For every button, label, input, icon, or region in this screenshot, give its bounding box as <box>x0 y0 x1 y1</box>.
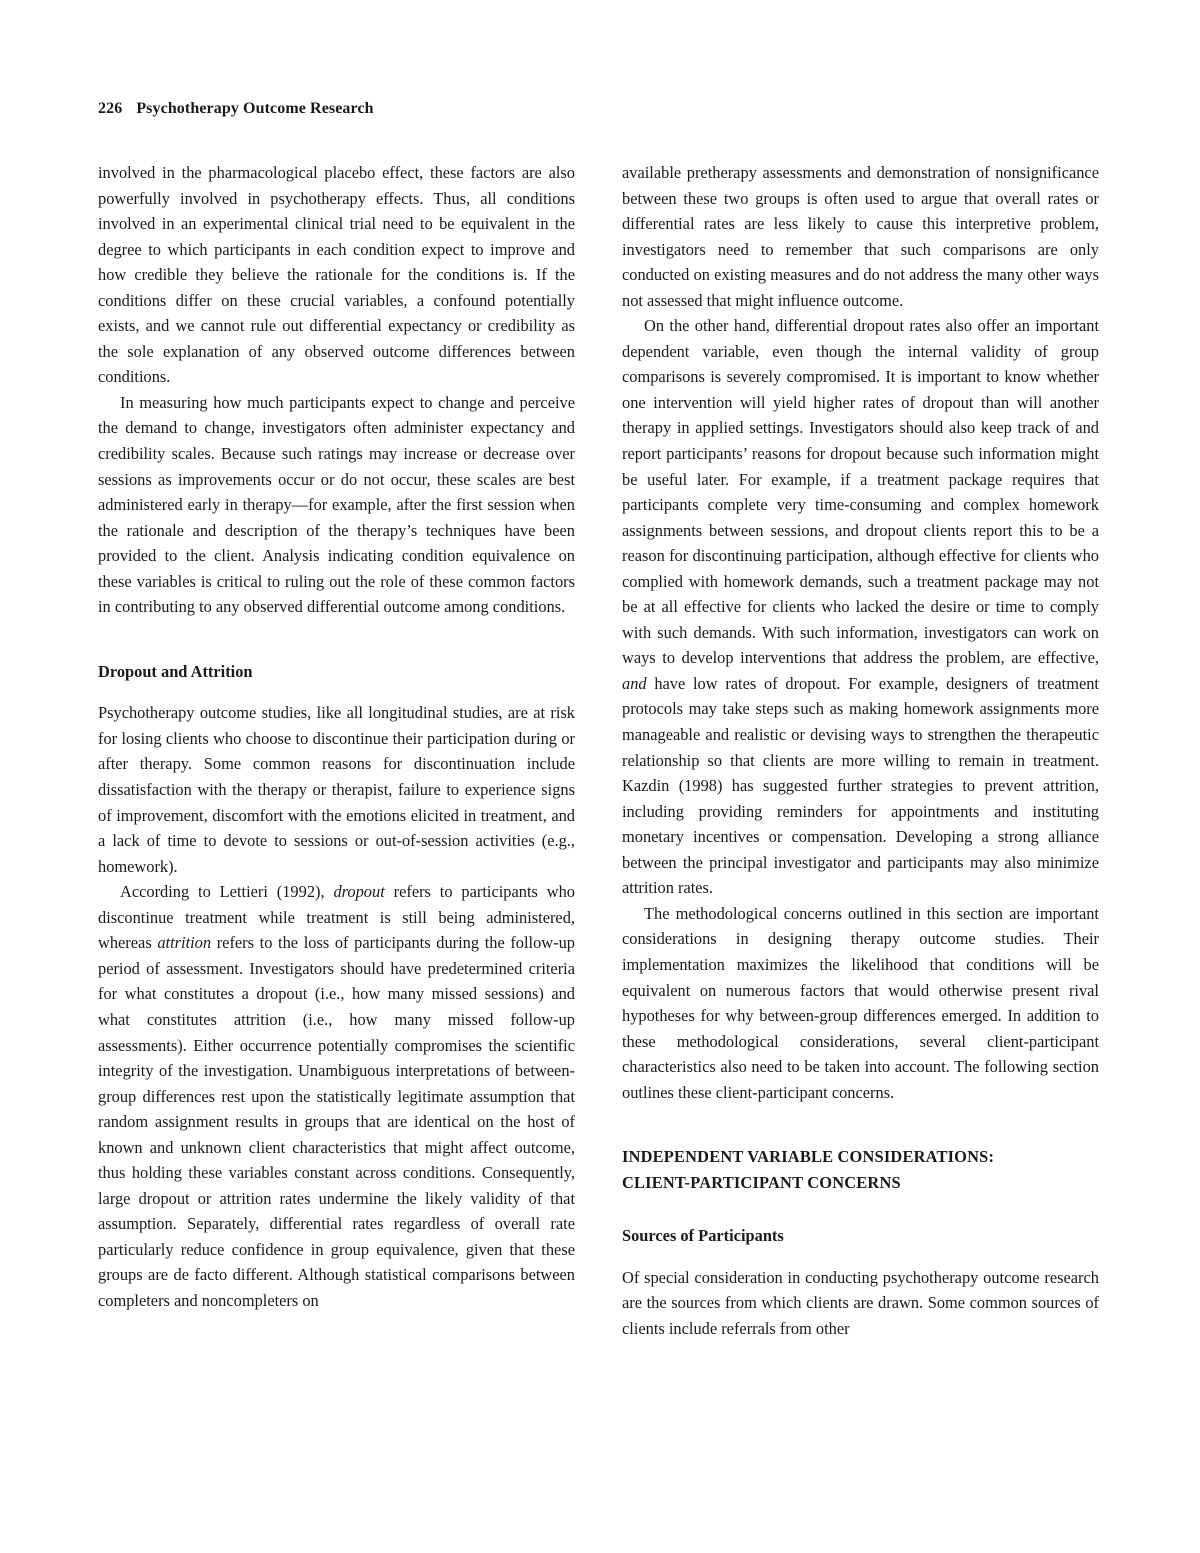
italic-term: and <box>622 673 647 693</box>
paragraph: available pretherapy assessments and demonstration of nonsignificance between these two groups is often used to argue that overall rates or differential rates are less likely to cause this interpretive problem, investigators need to remember that such comparisons are only conducted on existing measures and do not address the many other ways not assessed that might influence outcome. <box>622 163 1099 310</box>
italic-term: dropout <box>333 882 385 902</box>
paragraph: Psychotherapy outcome studies, like all longitudinal studies, are at risk for losing clients who choose to discontinue their participation during or after therapy. Some common reasons for discontinuation include dissatisfaction with the therapy or therapist, failure to experience signs of improvement, discomfort with the emotions elicited in treatment, and a lack of time to devote to sessions or out-of-session activities (e.g., homework). <box>98 703 575 876</box>
major-section-heading <box>622 1144 1099 1195</box>
running-head-title: Psychotherapy Outcome Research <box>136 100 374 117</box>
right-column <box>622 160 1099 1342</box>
paragraph: involved in the pharmacological placebo effect, these factors are also powerfully involved in psychotherapy effects. Thus, all conditions involved in an experimental clinical trial need to be equivalent in the degree to which participants in each condition expect to improve and how credible they believe the rationale for the conditions is. If the conditions differ on these crucial variables, a confound potentially exists, and we cannot rule out differential expectancy or credibility as the sole explanation of any observed outcome differences between conditions. <box>98 163 575 387</box>
paragraph: In measuring how much participants expect to change and perceive the demand to change, investigators often administer expectancy and credibility scales. Because such ratings may increase or decrease over sessions as improvements occur or do not occur, these scales are best administered early in therapy—for example, after the first session when the rationale and description of the therapy’s techniques have been provided to the client. Analysis indicating condition equivalence on these variables is critical to ruling out the role of these common factors in contributing to any observed differential outcome among conditions. <box>98 392 575 617</box>
paragraph <box>622 313 1099 901</box>
text-run: According to Lettieri (1992), <box>120 882 334 902</box>
running-head <box>98 100 374 118</box>
paragraph: The methodological concerns outlined in this section are important considerations in designing therapy outcome studies. Their implementation maximizes the likelihood that conditions will be equivalent on numerous factors that would otherwise present rival hypotheses for why between-group differences emerged. In addition to these methodological considerations, several client-participant characteristics also need to be taken into account. The following section outlines these client-participant concerns. <box>622 903 1099 1102</box>
heading-line: INDEPENDENT VARIABLE CONSIDERATIONS: <box>622 1147 995 1167</box>
text-run: have low rates of dropout. For example, designers of treatment protocols may take steps such as making homework assignments more manageable and realistic or devising ways to strengthen the therapeutic relationship so that clients are more willing to remain in treatment. Kazdin (1998) has suggested further strategies to prevent attrition, including providing reminders for appointments and instituting monetary incentives or compensation. Developing a strong alliance between the principal investigator and participants may also minimize attrition rates. <box>622 673 1099 898</box>
page-number: 226 <box>98 100 123 117</box>
text-run: refers to participants who discontinue treatment while treatment is still being administered, whereas <box>98 882 575 953</box>
left-column <box>98 160 575 1314</box>
heading-line: CLIENT-PARTICIPANT CONCERNS <box>622 1172 901 1192</box>
text-run: On the other hand, differential dropout rates also offer an important dependent variable, even though the internal validity of group comparisons is severely compromised. It is important to know whether one intervention will yield higher rates of dropout than will another therapy in applied settings. Investigators should also keep track of and report participants’ reasons for dropout because such information might be useful later. For example, if a treatment package requires that participants complete very time-consuming and complex homework assignments between sessions, and dropout clients report this to be a reason for discontinuing participation, although effective for clients who complied with homework demands, such a treatment package may not be at all effective for clients who lacked the desire or time to comply with such demands. With such information, investigators can work on ways to develop interventions that address the problem, are effective, <box>622 316 1099 668</box>
section-heading-dropout: Dropout and Attrition <box>98 661 253 681</box>
italic-term: attrition <box>157 933 212 953</box>
text-run: refers to the loss of participants during the follow-up period of assessment. Investigators should have predetermined criteria for what constitutes a dropout (i.e., how many missed sessions) and what constitutes attrition (i.e., how many missed follow-up assessments). Either occurrence potentially compromises the scientific integrity of the investigation. Unambiguous interpretations of between-group differences rest upon the statistically legitimate assumption that random assignment results in groups that are identical on the host of known and unknown client characteristics that might affect outcome, thus holding these variables constant across conditions. Consequently, large dropout or attrition rates undermine the likely validity of that assumption. Separately, differential rates regardless of overall rate particularly reduce confidence in group equivalence, given that these groups are de facto different. Although statistical comparisons between completers and noncompleters on <box>98 933 575 1310</box>
paragraph: Of special consideration in conducting psychotherapy outcome research are the sources from which clients are drawn. Some common sources of clients include referrals from other <box>622 1267 1099 1338</box>
paragraph <box>98 879 575 1313</box>
section-heading-sources: Sources of Participants <box>622 1226 784 1246</box>
